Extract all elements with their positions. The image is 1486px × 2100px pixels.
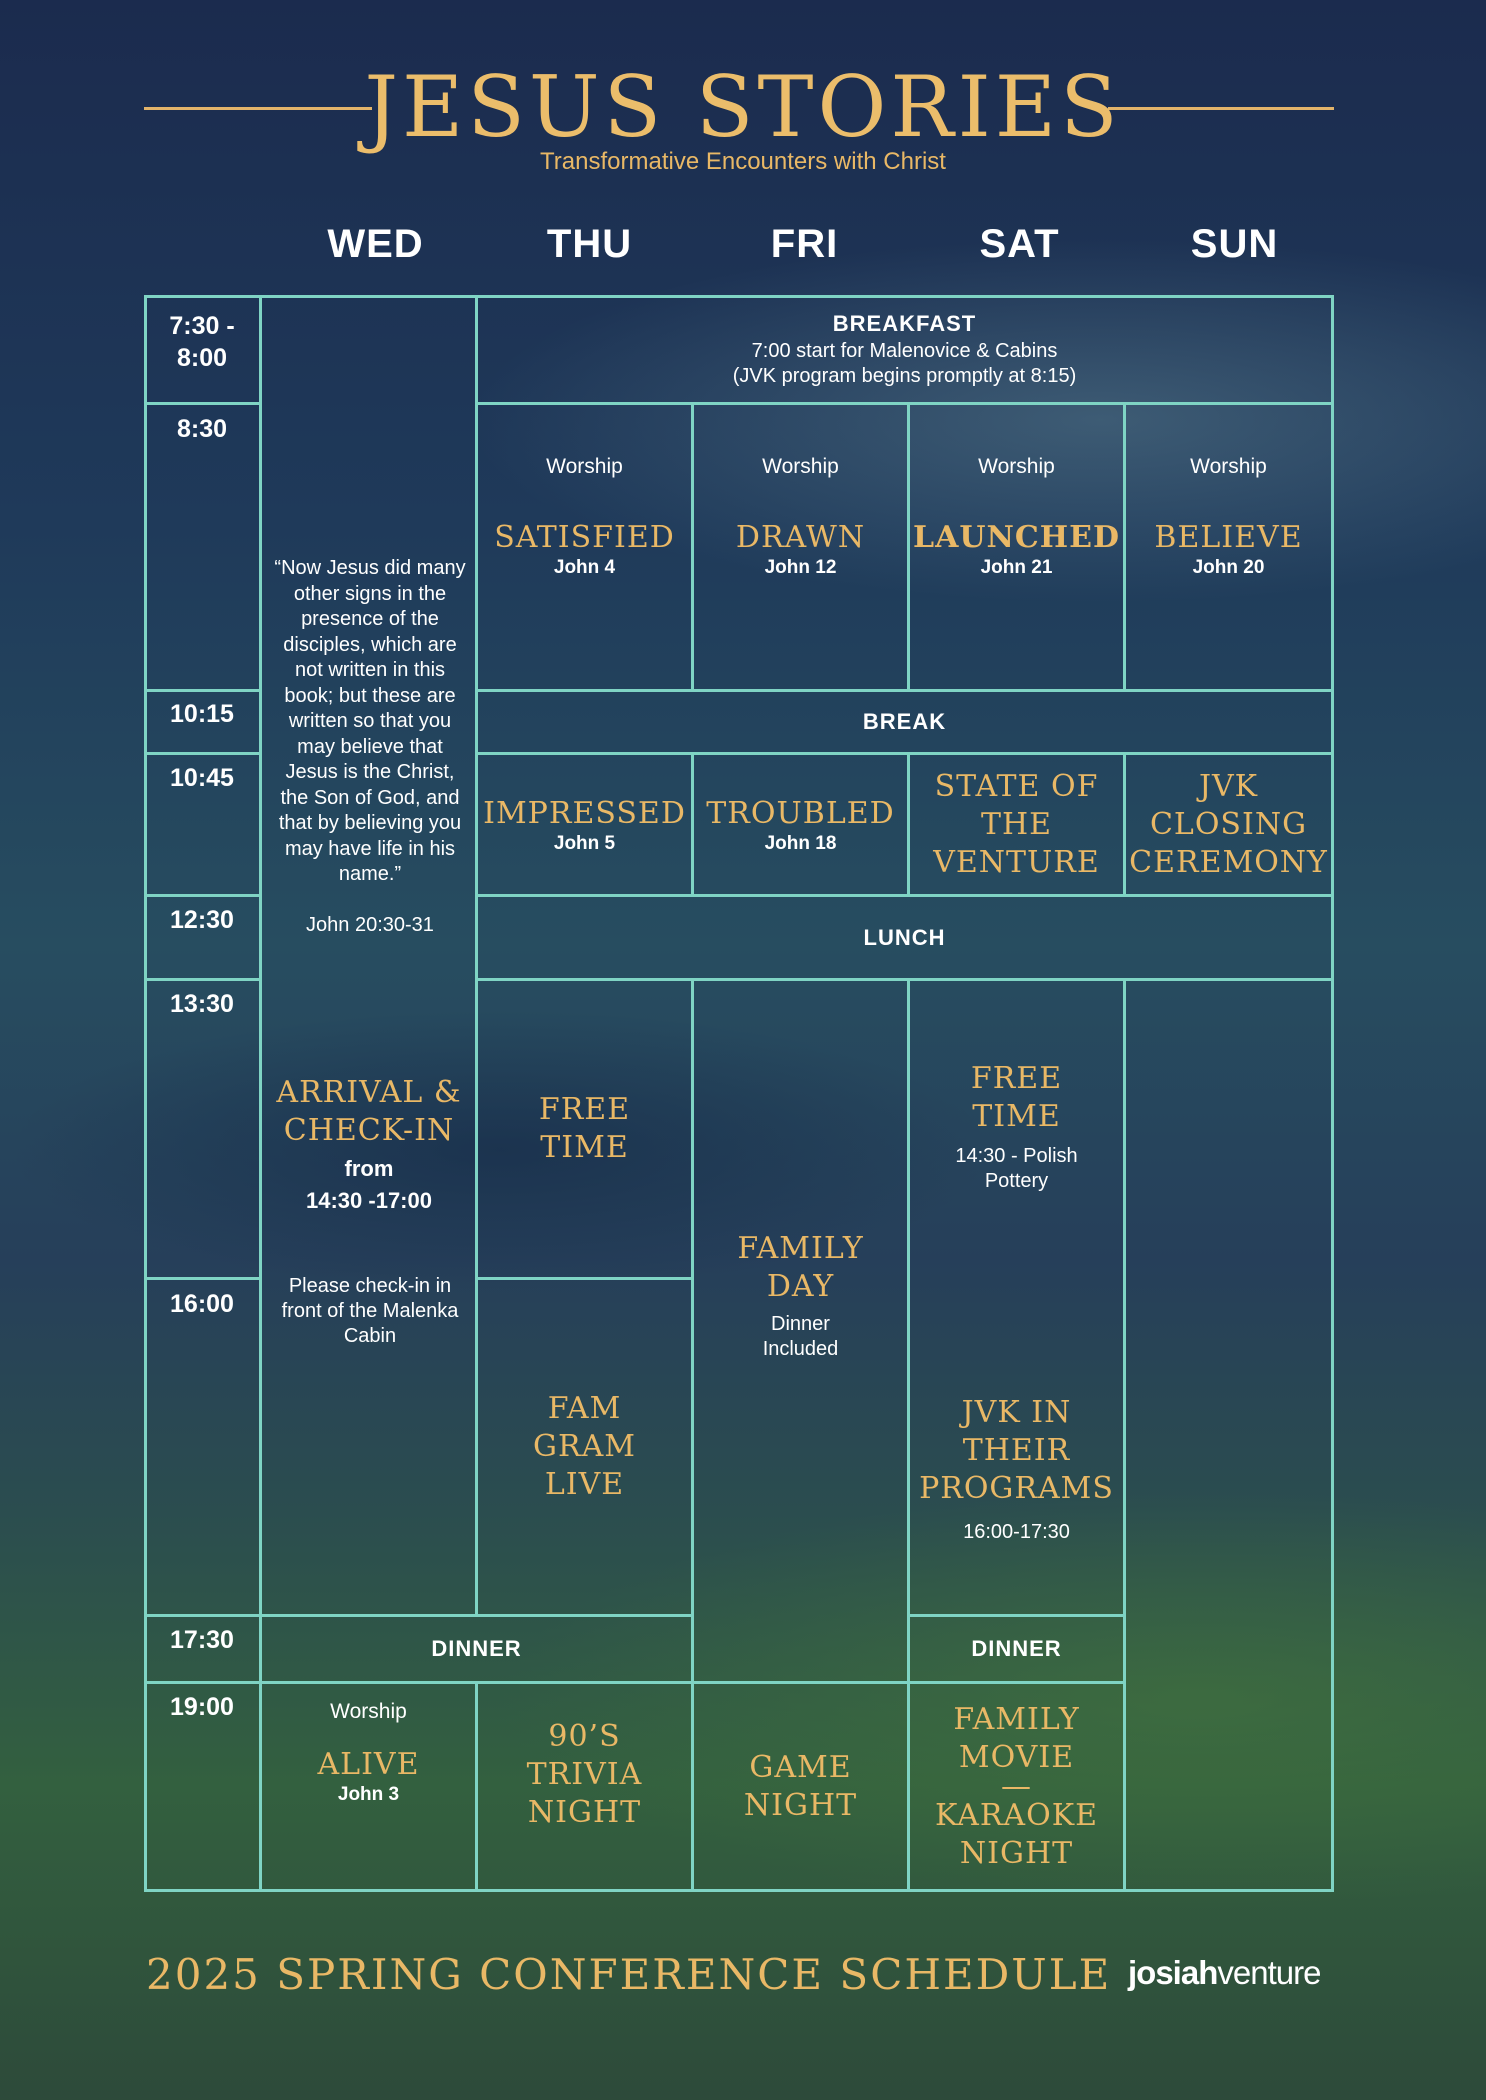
session-reference: John 12 <box>764 557 837 578</box>
wed-arrival-block <box>262 1074 476 1214</box>
arrival-title: ARRIVAL & CHECK-IN <box>276 1075 462 1148</box>
morning-session-thu <box>478 455 691 579</box>
session-title: JVK CLOSING CEREMONY <box>1129 768 1328 880</box>
late-session-sat <box>920 755 1113 894</box>
game-night: GAME NIGHT <box>743 1749 858 1823</box>
jvk-programs-title: JVK IN THEIR PROGRAMS <box>919 1395 1114 1506</box>
session-title: SATISFIED <box>494 520 675 555</box>
scripture-reference: John 20:30-31 <box>306 913 434 936</box>
session-title: BELIEVE <box>1154 520 1303 555</box>
break-label: BREAK <box>862 709 947 734</box>
family-day-note: Dinner Included <box>762 1313 839 1360</box>
dinner-label: DINNER <box>431 1636 522 1661</box>
session-title: LAUNCHED <box>912 520 1121 555</box>
fri-family-day-block <box>694 1230 907 1362</box>
scripture-quote: “Now Jesus did many other signs in the presence of the disciples, which are not written in this book; but these are written so that you may believe that Jesus is the Christ, the Son of God, and that by believing you may have life in his name.” <box>274 557 466 885</box>
footer-title: 2025 SPRING CONFERENCE SCHEDULE <box>146 1950 1112 1999</box>
checkin-note: Please check-in in front of the Malenka Cabin <box>281 1275 459 1347</box>
fri-evening-block <box>694 1684 907 1889</box>
lunch-label: LUNCH <box>863 924 946 950</box>
day-header-thu: THU <box>546 222 633 266</box>
time-label-1730: 17:30 <box>170 1626 234 1654</box>
morning-session-fri <box>694 455 907 579</box>
session-title: DRAWN <box>735 520 866 555</box>
time-cell-0830 <box>144 402 262 692</box>
breakfast-label: BREAKFAST <box>832 311 977 336</box>
session-title: TROUBLED <box>706 795 895 831</box>
wed-day-cell <box>259 295 478 1617</box>
family-movie: FAMILY MOVIE <box>953 1701 1080 1775</box>
late-session-sun <box>1126 755 1331 894</box>
thu-free-time: FREE TIME <box>538 1092 631 1165</box>
session-reference: John 4 <box>553 557 616 578</box>
time-label-0730: 7:30 - 8:00 <box>169 312 235 372</box>
lunch-block <box>475 894 1334 981</box>
day-header-fri: FRI <box>770 222 839 266</box>
day-header-sun: SUN <box>1190 222 1279 266</box>
evening-dash: — <box>1001 1768 1032 1804</box>
late-session-thu <box>478 755 691 894</box>
worship-label: Worship <box>978 455 1055 478</box>
day-header-sat: SAT <box>979 222 1060 266</box>
time-label-1230: 12:30 <box>170 906 234 934</box>
worship-label: Worship <box>546 455 623 478</box>
dinner-label: DINNER <box>971 1636 1062 1661</box>
wed-quote-block <box>270 556 470 938</box>
page-subtitle: Transformative Encounters with Christ <box>540 148 946 175</box>
session-reference: John 20 <box>1192 557 1265 578</box>
worship-label: Worship <box>330 1700 407 1723</box>
time-label-1600: 16:00 <box>170 1290 234 1318</box>
breakfast-line-1: 7:00 start for Malenovice & Cabins <box>751 340 1058 362</box>
worship-label: Worship <box>1190 455 1267 478</box>
thu-evening-block <box>478 1700 691 1850</box>
time-label-1045: 10:45 <box>170 764 234 792</box>
morning-session-sun <box>1126 455 1331 579</box>
time-cell-1330 <box>144 978 262 1280</box>
time-label-1015: 10:15 <box>170 700 234 728</box>
late-session-fri <box>694 755 907 894</box>
logo-regular-part: venture <box>1217 1954 1321 1991</box>
day-header-wed: WED <box>327 222 424 266</box>
sat-free-time-block <box>910 1060 1123 1194</box>
josiah-venture-logo <box>1128 1954 1320 1992</box>
session-title: IMPRESSED <box>483 795 686 831</box>
time-label-0830: 8:30 <box>176 415 228 443</box>
logo-bold-part: josiah <box>1128 1954 1218 1991</box>
thu-famgram-block <box>478 1280 691 1614</box>
fam-gram-live: FAM GRAM LIVE <box>533 1391 636 1502</box>
dinner-block-wed-thu <box>259 1614 694 1684</box>
time-label-1900: 19:00 <box>170 1693 234 1721</box>
jvk-programs-time: 16:00-17:30 <box>963 1521 1070 1543</box>
thu-free-time-block <box>478 981 691 1277</box>
session-reference: John 5 <box>553 832 616 854</box>
time-label-1330: 13:30 <box>170 990 234 1018</box>
sat-free-time-note: 14:30 - Polish Pottery <box>955 1145 1078 1192</box>
page-title: JESUS STORIES <box>364 58 1122 156</box>
wed-checkin-note-block <box>270 1274 470 1349</box>
trivia-night: 90’S TRIVIA NIGHT <box>526 1719 643 1830</box>
wed-evening-block <box>262 1700 475 1806</box>
break-block <box>475 689 1334 755</box>
breakfast-line-2: (JVK program begins promptly at 8:15) <box>732 365 1077 387</box>
sat-free-time: FREE TIME <box>970 1061 1063 1134</box>
arrival-from: from <box>344 1156 394 1181</box>
morning-session-sat <box>910 455 1123 579</box>
sat-jvk-programs-block <box>910 1394 1123 1545</box>
breakfast-block <box>475 305 1334 395</box>
time-cell-1600 <box>144 1277 262 1617</box>
dinner-block-sat <box>907 1614 1126 1684</box>
family-day-title: FAMILY DAY <box>737 1231 864 1304</box>
worship-label: Worship <box>762 455 839 478</box>
session-reference: John 18 <box>764 832 837 854</box>
karaoke-night: KARAOKE NIGHT <box>934 1797 1099 1871</box>
session-reference: John 21 <box>980 557 1053 578</box>
alive-title: ALIVE <box>317 1747 420 1782</box>
sat-evening-block <box>910 1684 1123 1889</box>
arrival-time: 14:30 -17:00 <box>306 1188 432 1213</box>
sun-afternoon-cell <box>1123 978 1334 1892</box>
alive-reference: John 3 <box>337 1784 400 1805</box>
session-title: STATE OF THE VENTURE <box>933 768 1100 880</box>
